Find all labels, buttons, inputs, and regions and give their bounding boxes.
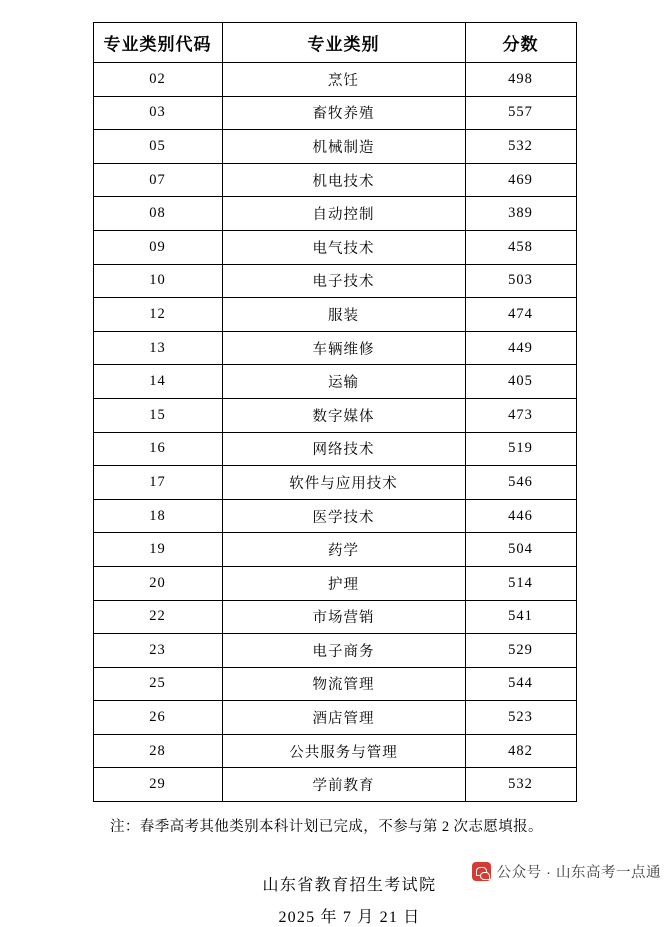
issuing-organization: 山东省教育招生考试院 (262, 877, 437, 895)
cell-score: 541 (465, 600, 576, 634)
cell-code: 07 (93, 163, 222, 197)
table-row (93, 163, 576, 197)
table-row (93, 331, 576, 365)
cell-name: 网络技术 (222, 432, 465, 466)
cell-score: 519 (465, 432, 576, 466)
cell-name: 畜牧养殖 (222, 96, 465, 130)
cell-score: 557 (465, 96, 576, 130)
table-body (93, 63, 576, 802)
cell-name: 酒店管理 (222, 701, 465, 735)
watermark-text: 公众号 · 山东高考一点通 (496, 865, 661, 881)
table-header (93, 23, 576, 63)
cell-code: 10 (93, 264, 222, 298)
cell-score: 473 (465, 398, 576, 432)
cell-score: 474 (465, 298, 576, 332)
issue-date: 2025 年 7 月 21 日 (278, 909, 421, 927)
cell-score: 544 (465, 667, 576, 701)
table-row (93, 230, 576, 264)
table-row (93, 499, 576, 533)
table-row (93, 264, 576, 298)
table-header-row (93, 23, 576, 63)
cell-name: 医学技术 (222, 499, 465, 533)
cell-name: 药学 (222, 533, 465, 567)
cell-score: 514 (465, 566, 576, 600)
cell-name: 公共服务与管理 (222, 734, 465, 768)
cell-code: 02 (93, 63, 222, 97)
cell-name: 烹饪 (222, 63, 465, 97)
table-row (93, 466, 576, 500)
cell-code: 26 (93, 701, 222, 735)
cell-code: 23 (93, 634, 222, 668)
cell-code: 18 (93, 499, 222, 533)
watermark (472, 861, 661, 882)
cell-code: 28 (93, 734, 222, 768)
cell-score: 546 (465, 466, 576, 500)
cell-score: 532 (465, 768, 576, 802)
cell-name: 运输 (222, 365, 465, 399)
cell-code: 13 (93, 331, 222, 365)
column-header-code: 专业类别代码 (93, 23, 222, 63)
cell-score: 449 (465, 331, 576, 365)
cell-name: 机电技术 (222, 163, 465, 197)
table-row (93, 701, 576, 735)
cell-code: 22 (93, 600, 222, 634)
cell-code: 25 (93, 667, 222, 701)
cell-code: 17 (93, 466, 222, 500)
table-row (93, 197, 576, 231)
table-note: 注：春季高考其他类别本科计划已完成，不参与第 2 次志愿填报。 (110, 819, 543, 836)
cell-name: 电子技术 (222, 264, 465, 298)
cell-code: 08 (93, 197, 222, 231)
cell-name: 电子商务 (222, 634, 465, 668)
score-table (93, 22, 577, 802)
cell-name: 车辆维修 (222, 331, 465, 365)
cell-score: 532 (465, 130, 576, 164)
table-row (93, 63, 576, 97)
cell-score: 529 (465, 634, 576, 668)
cell-score: 482 (465, 734, 576, 768)
table-row (93, 600, 576, 634)
cell-code: 12 (93, 298, 222, 332)
cell-name: 学前教育 (222, 768, 465, 802)
cell-name: 电气技术 (222, 230, 465, 264)
cell-name: 自动控制 (222, 197, 465, 231)
table-row (93, 96, 576, 130)
cell-code: 09 (93, 230, 222, 264)
table-row (93, 298, 576, 332)
table-row (93, 130, 576, 164)
table-row (93, 667, 576, 701)
table-row (93, 533, 576, 567)
cell-score: 498 (465, 63, 576, 97)
table-row (93, 365, 576, 399)
cell-code: 15 (93, 398, 222, 432)
cell-score: 446 (465, 499, 576, 533)
column-header-score: 分数 (465, 23, 576, 63)
table-row (93, 432, 576, 466)
cell-code: 19 (93, 533, 222, 567)
table-row (93, 734, 576, 768)
cell-code: 03 (93, 96, 222, 130)
cell-score: 469 (465, 163, 576, 197)
cell-name: 机械制造 (222, 130, 465, 164)
table-row (93, 398, 576, 432)
cell-score: 523 (465, 701, 576, 735)
table-row (93, 768, 576, 802)
cell-name: 物流管理 (222, 667, 465, 701)
cell-code: 20 (93, 566, 222, 600)
cell-code: 29 (93, 768, 222, 802)
cell-name: 护理 (222, 566, 465, 600)
cell-code: 05 (93, 130, 222, 164)
cell-name: 市场营销 (222, 600, 465, 634)
wechat-icon (472, 862, 491, 881)
cell-score: 458 (465, 230, 576, 264)
cell-name: 数字媒体 (222, 398, 465, 432)
cell-code: 14 (93, 365, 222, 399)
cell-score: 405 (465, 365, 576, 399)
cell-score: 504 (465, 533, 576, 567)
cell-code: 16 (93, 432, 222, 466)
cell-name: 软件与应用技术 (222, 466, 465, 500)
table-row (93, 566, 576, 600)
cell-score: 389 (465, 197, 576, 231)
cell-name: 服装 (222, 298, 465, 332)
table-row (93, 634, 576, 668)
cell-score: 503 (465, 264, 576, 298)
column-header-name: 专业类别 (222, 23, 465, 63)
